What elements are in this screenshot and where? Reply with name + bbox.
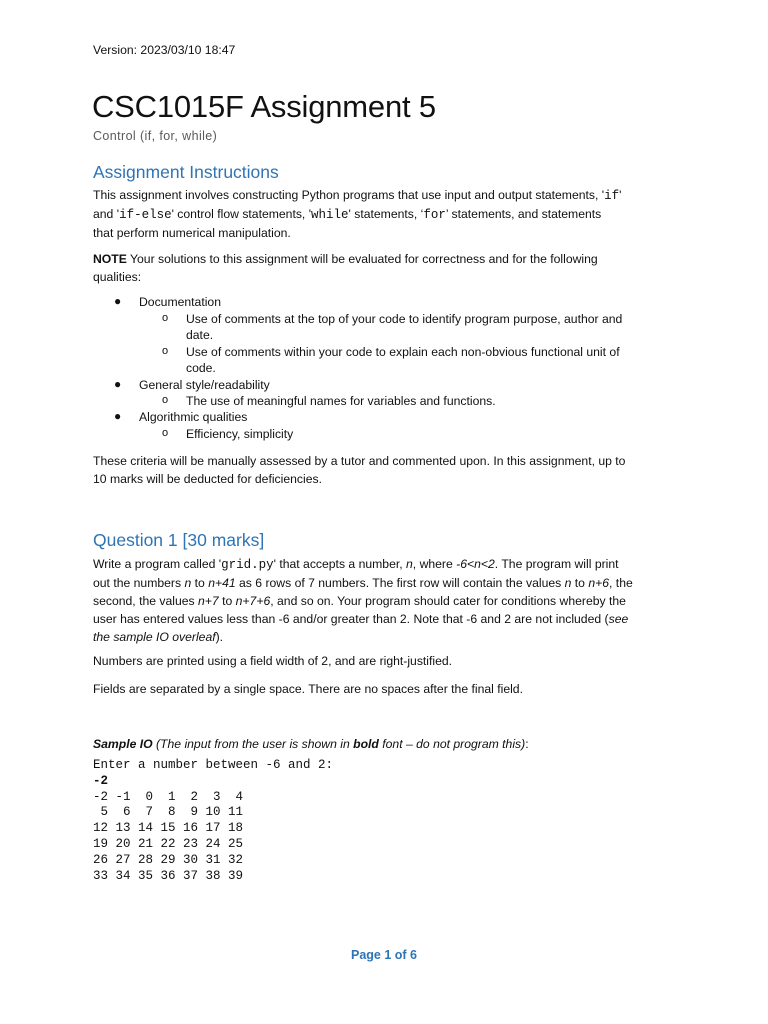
note-text: qualities: [93,270,142,284]
io-prompt: Enter a number between -6 and 2: [93,758,334,772]
intro-text: ' statements, ‘ [348,207,424,221]
version-stamp: Version: 2023/03/10 18:47 [93,43,236,57]
bullet-documentation: Documentation [139,295,221,309]
intro-text: ' control flow statements, ' [171,207,312,221]
intro-text: ’ statements, and statements [445,207,602,221]
heading-assignment-instructions: Assignment Instructions [93,162,279,182]
sub-bullet-marker: o [162,427,169,439]
page-subtitle: Control (if, for, while) [93,129,218,143]
note-paragraph [93,250,678,286]
q1-text: . The program will print [494,557,619,571]
sub-bullet-meaningful-names: The use of meaningful names for variables and functions. [186,394,496,408]
q1-text: to [218,594,236,608]
heading-question-1: Question 1 [30 marks] [93,530,265,550]
bullet-algorithmic: Algorithmic qualities [139,410,248,424]
intro-text: and ' [93,207,120,221]
field-separator-paragraph: Fields are separated by a single space. There are no spaces after the final field. [93,682,523,696]
intro-text: ' [619,188,622,202]
intro-paragraph [93,186,678,242]
criteria-text: 10 marks will be deducted for deficiencies. [93,472,322,486]
q1-text: , and so on. Your program should cater for conditions whereby the [270,594,626,608]
code-filename: grid.py [221,558,274,572]
code-while: while [311,208,349,222]
question-1-paragraph [93,555,678,646]
io-user-input: -2 [93,773,109,788]
bullet-general-style: General style/readability [139,378,270,392]
q1-text: as 6 rows of 7 numbers. The first row will contain the values [235,576,565,590]
q1-var: n [564,576,572,590]
io-row: 12 13 14 15 16 17 18 [93,821,244,836]
page-number-footer: Page 1 of 6 [351,948,417,962]
q1-var: n+6 [588,576,610,590]
q1-var: n+7 [198,594,219,608]
q1-var: n+41 [208,576,236,590]
sub-bullet-inline-comments: Use of comments within your code to explain each non-obvious functional unit of [186,345,620,359]
q1-text: ). [215,630,224,644]
sample-io-note: (The input from the user is shown in [152,737,354,751]
note-text: Your solutions to this assignment will be evaluated for correctness and for the following [126,252,598,266]
sub-bullet-efficiency: Efficiency, simplicity [186,427,294,441]
q1-text: to [571,576,589,590]
intro-text: that perform numerical manipulation. [93,226,291,240]
sample-io-block [93,758,333,884]
sub-bullet-marker: o [162,345,169,357]
sample-io-bold-word: bold [353,737,379,751]
bullet-marker: ● [114,377,122,391]
q1-text: ' that accepts a number, [273,557,407,571]
io-row: -2 -1 0 1 2 3 4 [93,789,244,804]
code-for: for [423,208,446,222]
q1-var: n [184,576,192,590]
q1-text: second, the values [93,594,199,608]
field-width-paragraph: Numbers are printed using a field width of 2, and are right-justified. [93,654,453,668]
q1-overleaf: the sample IO overleaf [93,630,216,644]
page-title: CSC1015F Assignment 5 [92,89,436,124]
io-row: 33 34 35 36 37 38 39 [93,868,244,883]
io-row: 26 27 28 29 30 31 32 [93,852,244,867]
code-if-else: if-else [119,208,172,222]
bullet-marker: ● [114,294,122,308]
sub-bullet-marker: o [162,312,169,324]
q1-var: n+7+6 [235,594,271,608]
q1-text: Write a program called ' [93,557,222,571]
sample-io-note: font – do not program this) [378,737,526,751]
q1-text: user has entered values less than -6 and/or greater than 2. Note that -6 and 2 are not included ( [93,612,609,626]
io-row: 19 20 21 22 23 24 25 [93,836,244,851]
sub-bullet-marker: o [162,394,169,406]
code-if: if [604,189,620,203]
q1-see: see [608,612,629,626]
sub-bullet-top-comments-cont: date. [186,328,214,342]
sub-bullet-top-comments: Use of comments at the top of your code to identify program purpose, author and [186,312,623,326]
sample-io-caption [93,735,678,753]
q1-text: out the numbers [93,576,185,590]
q1-text: , the [609,576,633,590]
io-row: 5 6 7 8 9 10 11 [93,805,244,820]
intro-text: This assignment involves constructing Python programs that use input and output statements, ' [93,188,605,202]
sample-io-colon: : [525,737,529,751]
q1-text: to [191,576,209,590]
criteria-paragraph [93,452,678,488]
sub-bullet-inline-comments-cont: code. [186,361,216,375]
note-label: NOTE [93,252,127,266]
bullet-marker: ● [114,409,122,423]
q1-text: , where [412,557,457,571]
criteria-text: These criteria will be manually assessed by a tutor and commented upon. In this assignment, up to [93,454,626,468]
q1-range: -6<n<2 [456,557,495,571]
q1-var: n [406,557,413,571]
sample-io-label: Sample IO [93,737,153,751]
